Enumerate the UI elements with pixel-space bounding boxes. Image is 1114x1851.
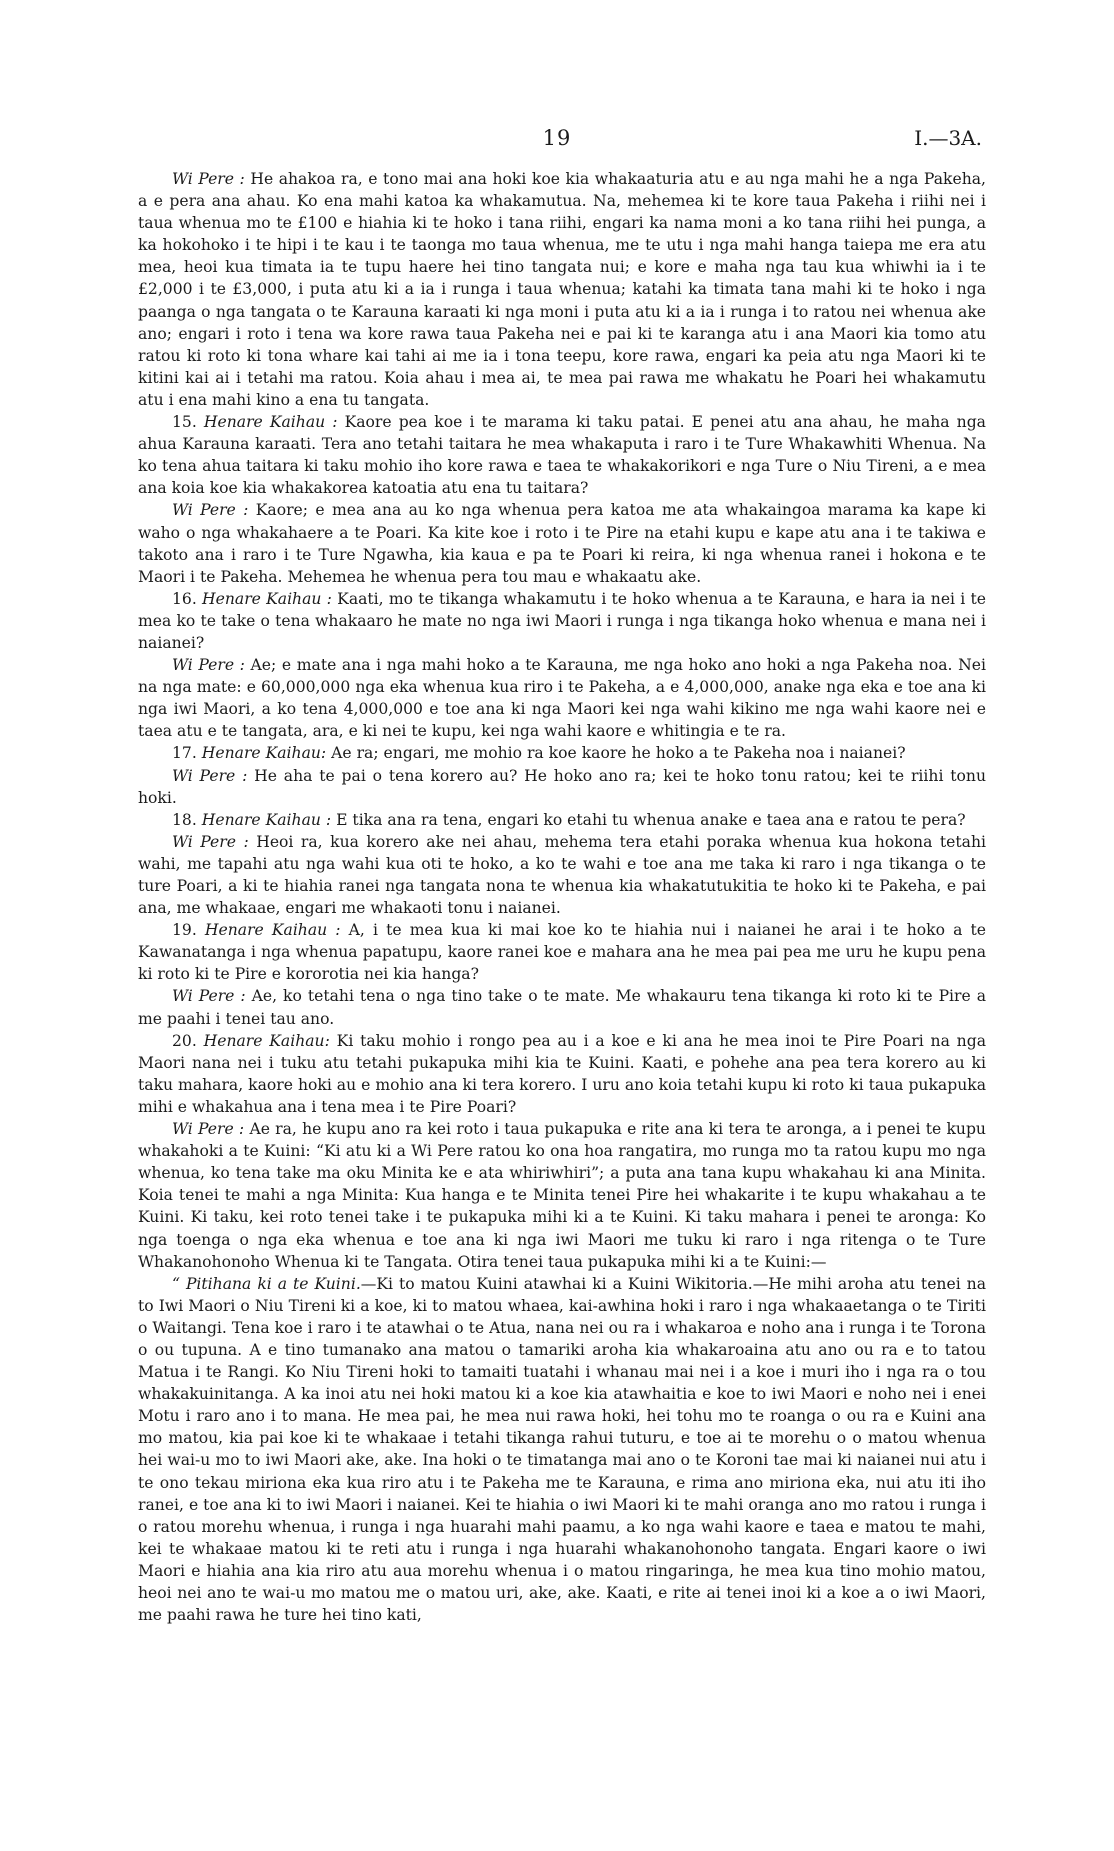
body-text xyxy=(138,168,986,1626)
paragraph-text: He ahakoa ra, e tono mai ana hoki koe kia whakaaturia atu e au nga mahi he a nga Pakeha, a e pera ana ahau. Ko ena mahi katoa ka whakamutua. Na, mehemea ki te kore taua Pakeha i riihi nei i taua whenua mo te £100 e hiahia ki te hoko i tana riihi, engari ka nama moni a ko tana riihi hei punga, a ka hokohoko i te hipi i te kau i te taonga mo taua whenua, me te utu i nga mahi hanga taiepa me era atu mea, heoi kua timata ia te tupu haere hei tino tangata nui; e kore e maha nga tau kua whiwhi ia i te £2,000 i te £3,000, i puta atu ki a ia i runga i taua whenua; katahi ka timata tana mahi ki te hoko i nga paanga o nga tangata o te Karauna karaati ki nga moni i puta atu ki a ia i runga i to ratou nei whenua ake ano; engari i roto i tena wa kore rawa taua Pakeha nei e pai ki te karanga atu i ana Maori kia tomo atu ratou ki roto ki tona whare kai tahi ai me ia i tona teepu, kore rawa, engari ka peia atu nga Maori ki te kitini kai ai i tetahi ma ratou. Koia ahau i mea ai, te mea pai rawa me whakatu he Poari hei whakamutu atu i ena mahi kino a ena tu tangata. xyxy=(138,170,986,409)
speaker-name: Henare Kaihau : xyxy=(201,810,332,829)
paragraph-text: Kaati, mo te tikanga whakamutu i te hoko whenua a te Karauna, e hara ia nei i te mea ko te take o tena whakaaro he mate no nga iwi Maori i runga i nga tikanga hoko whenua e mana nei i naianei? xyxy=(138,589,986,652)
paragraph xyxy=(138,831,986,919)
paragraph-text: Ae ra; engari, me mohio ra koe kaore he hoko a te Pakeha noa i naianei? xyxy=(331,744,906,763)
paragraph-text: E tika ana ra tena, engari ko etahi tu whenua anake e taea ana e ratou te pera? xyxy=(336,810,966,829)
paragraph-text: A, i te mea kua ki mai koe ko te hiahia nui i naianei he arai i te hoko a te Kawanatanga i nga whenua papatupu, kaore ranei koe e mahara ana he mea pai pea me uru he kupu pena ki roto ki te Pire e kororotia nei kia hanga? xyxy=(138,921,986,984)
paragraph xyxy=(138,765,986,809)
paragraph-text: Kaore pea koe i te marama ki taku patai. E penei atu ana ahau, he maha nga ahua Karauna karaati. Tera ano tetahi taitara he mea whakaputa i raro i te Ture Whakawhiti Whenua. Na ko tena ahua taitara ki taku mohio iho kore rawa e taea te whakakorikori e nga Ture o Niu Tireni, a e mea ana koia koe kia whakakorea katoatia atu ena tu taitara? xyxy=(138,413,986,498)
speaker-name: Henare Kaihau : xyxy=(203,413,338,432)
speaker-name: Wi Pere : xyxy=(172,501,249,520)
speaker-name: Wi Pere : xyxy=(172,656,245,675)
paragraph-text: Heoi ra, kua korero ake nei ahau, mehema tera etahi poraka whenua kua hokona tetahi wahi, me tapahi atu nga wahi kua oti te hoko, a ko te wahi e toe ana me taka ki raro i nga tikanga o te ture Poari, a ki te hiahia ranei nga tangata nona te whenua kia whakatutukitia te hoko ki te Pakeha, e pai ana, me whakaae, engari me whakaoti tonu i naianei. xyxy=(138,832,986,918)
paragraph xyxy=(138,411,986,499)
page-number: 19 xyxy=(542,126,572,150)
paragraph-text: Kaore; e mea ana au ko nga whenua pera katoa me ata whakaingoa marama ka kape ki waho o nga whakahaere a te Poari. Ka kite koe i roto i te Pire na etahi kupu e kape atu ana i te takiwa e takoto ana i raro i te Ture Ngawha, kia kaua e pa te Poari ki reira, ki nga whenua ranei i hokona e te Maori i te Pakeha. Mehemea he whenua pera tou mau e whakaatu ake. xyxy=(138,501,986,586)
question-number: 17. xyxy=(172,744,197,763)
paragraph xyxy=(138,588,986,654)
petition-paragraph xyxy=(138,1273,986,1627)
question-number: 15. xyxy=(172,413,197,432)
paragraph xyxy=(138,1118,986,1273)
paragraph-text: Ae, ko tetahi tena o nga tino take o te mate. Me whakauru tena tikanga ki roto ki te Pire a me paahi i tenei tau ano. xyxy=(138,987,986,1028)
question-number: 18. xyxy=(172,810,197,829)
paragraph xyxy=(138,985,986,1029)
paragraph-text: Ae; e mate ana i nga mahi hoko a te Karauna, me nga hoko ano hoki a nga Pakeha noa. Nei na nga mate: e 60,000,000 nga eka whenua kua riro i te Pakeha, a e 4,000,000, anake nga eka e toe ana ki nga iwi Maori, a ko tena 4,000,000 e toe ana ki nga Maori kei nga wahi kikino me nga wahi kaore nei e taea atu e te tangata, ara, e ki nei te kupu, kei nga wahi kaore e whitingia e te ra. xyxy=(138,656,986,741)
speaker-name: Henare Kaihau : xyxy=(204,921,341,940)
question-number: 19. xyxy=(172,921,197,940)
speaker-name: Wi Pere : xyxy=(172,766,248,785)
speaker-name: Henare Kaihau: xyxy=(203,1031,330,1050)
question-number: 20. xyxy=(172,1031,197,1050)
speaker-name: Wi Pere : xyxy=(172,987,246,1006)
speaker-name: Wi Pere : xyxy=(172,832,249,851)
paragraph-text: He aha te pai o tena korero au? He hoko ano ra; kei te hoko tonu ratou; kei te riihi tonu hoki. xyxy=(138,766,986,807)
paragraph xyxy=(138,499,986,587)
question-number: 16. xyxy=(172,589,197,608)
paragraph-text: —Ki to matou Kuini atawhai ki a Kuini Wikitoria.—He mihi aroha atu tenei na to Iwi Maori o Niu Tireni ki a koe, ki to matou whaea, kai-awhina hoki i raro i nga whakaaetanga o te Tiriti o Waitangi. Tena koe i raro i te atawhai o te Atua, nana nei ou ra i whakaroa e noho ana i runga i te Torona o ou tupuna. A e tino tumanako ana matou o tamariki aroha kia whakaroaina atu ano ou ra e to tatou Matua i te Rangi. Ko Niu Tireni hoki to tamaiti tuatahi i whanau mai nei i a koe i muri iho i nga ra o tou whakakuinitanga. A ka inoi atu nei hoki matou ki a koe kia atawhaitia e koe to iwi Maori e noho nei i enei Motu i raro ano i to mana. He mea pai, he mea nui rawa hoki, hei tohu mo te roanga o ou ra e Kuini ana mo matou, kia pai koe ki te whakaae i tetahi tikanga rahui tuturu, e toe ai te morehu o o matou whenua hei wai-u mo to iwi Maori ake, ake. Ina hoki o te timatanga mai ano o te Koroni tae mai ki naianei nui atu i te ono tekau miriona eka kua riro atu i te Pakeha me te Karauna, e rima ano miriona eka, nui atu iti iho ranei, e toe ana ki to iwi Maori i naianei. Kei te hiahia o iwi Maori ki te mahi oranga ano mo ratou i runga i o ratou morehu whenua, i runga i nga huarahi mahi paamu, a ko nga wahi kaore e taea e matou te mahi, kei te whakaae matou ki te reti atu i runga i nga huarahi whakanohonoho tangata. Engari kaore o iwi Maori e hiahia ana kia riro atu aua morehu whenua i o matou ringaringa, he mea kua tino mohio matou, heoi nei ano te wai-u mo matou me o matou uri, ake, ake. Kaati, e rite ai tenei inoi ki a koe a o iwi Maori, me paahi rawa he ture hei tino kati, xyxy=(138,1274,986,1625)
paragraph-text: Ki taku mohio i rongo pea au i a koe e ki ana he mea inoi te Pire Poari na nga Maori nana nei i tuku atu tetahi pukapuka mihi kia te Kuini. Kaati, e pohehe ana pea tera korero au ki taku mahara, kaore hoki au e mohio ana ki tera korero. I uru ano koia tetahi kupu ki roto ki taua pukapuka mihi e whakahua ana i tena mea i te Pire Poari? xyxy=(138,1031,986,1116)
paragraph xyxy=(138,654,986,742)
paragraph xyxy=(138,168,986,411)
speaker-name: Wi Pere : xyxy=(172,170,245,188)
paragraph xyxy=(138,809,986,831)
paragraph xyxy=(138,1030,986,1118)
speaker-name: Wi Pere : xyxy=(172,1120,245,1139)
document-reference: I.—3A. xyxy=(914,126,982,150)
petition-heading: “ Pitihana ki a te Kuini. xyxy=(172,1274,361,1293)
paragraph xyxy=(138,742,986,764)
speaker-name: Henare Kaihau : xyxy=(202,589,332,608)
speaker-name: Henare Kaihau: xyxy=(201,744,327,763)
paragraph xyxy=(138,919,986,985)
paragraph-text: Ae ra, he kupu ano ra kei roto i taua pukapuka e rite ana ki tera te aronga, a i penei te kupu whakahoki a te Kuini: “Ki atu ki a Wi Pere ratou ko ona hoa rangatira, mo runga mo ta ratou kupu mo nga whenua, ko tena take ma oku Minita ke e ata whiriwhiri”; a puta ana tana kupu whakahau ki ana Minita. Koia tenei te mahi a nga Minita: Kua hanga e te Minita tenei Pire hei whakarite i te kupu whakahau a te Kuini. Ki taku, kei roto tenei take i te pukapuka mihi ki a te Kuini. Ki taku mahara i penei te aronga: Ko nga toenga o nga eka whenua e toe ana ki nga iwi Maori me tuku ki raro i nga ritenga o te Ture Whakanohonoho Whenua ki te Tangata. Otira tenei taua pukapuka mihi ki a te Kuini:— xyxy=(138,1120,986,1271)
